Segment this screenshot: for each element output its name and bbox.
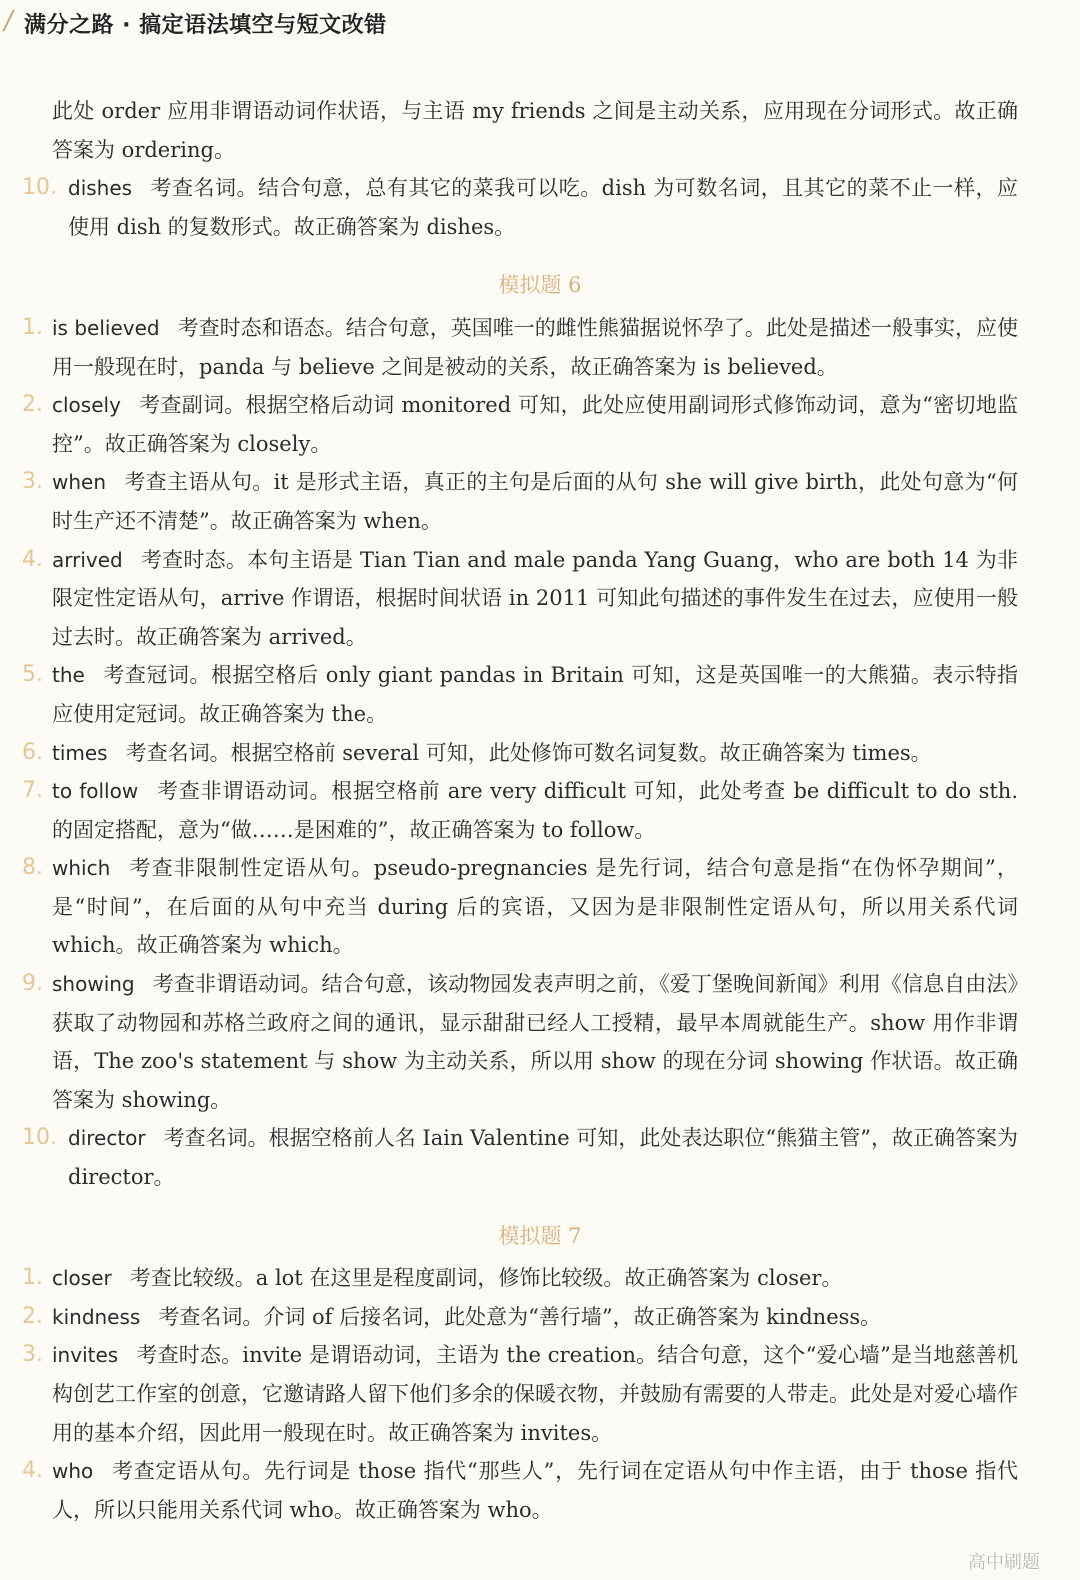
item-answer: which	[52, 856, 111, 881]
answer-item	[22, 1119, 1018, 1196]
item-explanation: 考查非谓语动词。结合句意，该动物园发表声明之前，《爱丁堡晚间新闻》利用《信息自由法》获取了动物园和苏格兰政府之间的通讯，显示甜甜已经人工授精，最早本周就能生产。show 用作非谓语，The zoo's statement 与 show 为主动关系，所以用 show 的现在分词 showing 作状语。故正确答案为 showing。	[52, 972, 1018, 1112]
item-answer: kindness	[52, 1304, 141, 1329]
item-explanation: 考查冠词。根据空格后 only giant pandas in Britain 可知，这是英国唯一的大熊猫。表示特指应使用定冠词。故正确答案为 the。	[52, 663, 1018, 726]
section-title-7: 模拟题 7	[498, 1223, 582, 1248]
item-answer: when	[52, 470, 107, 495]
answer-item	[22, 1259, 1018, 1298]
answer-item	[22, 849, 1018, 965]
item-number: 10.	[22, 175, 57, 201]
item-answer: director	[68, 1126, 146, 1151]
answer-item	[22, 656, 1018, 733]
item-explanation: 考查非限制性定语从句。pseudo-pregnancies 是先行词，结合句意是指“在伪怀孕期间”，是“时间”，在后面的从句中充当 during 后的宾语，又因为是非限制性定语从句，所以用关系代词 which。故正确答案为 which。	[52, 856, 1018, 958]
item-number: 1.	[22, 1265, 43, 1291]
item-number: 6.	[22, 739, 43, 765]
item-answer: who	[52, 1459, 94, 1484]
item-number: 1.	[22, 314, 43, 340]
section-title-6: 模拟题 6	[498, 273, 582, 298]
item-number: 2.	[22, 1303, 43, 1329]
item-answer: the	[52, 663, 85, 688]
answer-item	[22, 1298, 1018, 1337]
answer-item	[22, 734, 1018, 773]
answer-item	[22, 169, 1018, 246]
item-number: 4.	[22, 1458, 43, 1484]
item-number: 2.	[22, 392, 43, 418]
answer-item	[22, 1452, 1018, 1529]
item-answer: closely	[52, 393, 121, 418]
header-title: 满分之路 · 搞定语法填空与短文改错	[24, 13, 387, 38]
intro-paragraph: 此处 order 应用非谓语动词作状语，与主语 my friends 之间是主动关系，应用现在分词形式。故正确答案为 ordering。	[52, 99, 1018, 162]
item-answer: dishes	[68, 176, 133, 201]
item-explanation: 考查非谓语动词。根据空格前 are very difficult 可知，此处考查 be difficult to do sth. 的固定搭配，意为“做……是困难的”，故正确答案为 to follow。	[52, 779, 1019, 842]
item-answer: invites	[52, 1343, 119, 1368]
answer-content	[0, 92, 1080, 1529]
item-explanation: 考查名词。根据空格前 several 可知，此处修饰可数名词复数。故正确答案为 times。	[125, 740, 932, 765]
answer-item	[22, 541, 1018, 657]
item-answer: closer	[52, 1266, 112, 1291]
item-number: 9.	[22, 971, 43, 997]
item-explanation: 考查比较级。a lot 在这里是程度副词，修饰比较级。故正确答案为 closer。	[129, 1266, 843, 1291]
answer-item	[22, 1336, 1018, 1452]
item-number: 5.	[22, 662, 43, 688]
item-explanation: 考查定语从句。先行词是 those 指代“那些人”，先行词在定语从句中作主语，由于 those 指代人，所以只能用关系代词 who。故正确答案为 who。	[52, 1459, 1018, 1522]
item-answer: is believed	[52, 315, 160, 340]
answer-item	[22, 463, 1018, 540]
item-explanation: 考查主语从句。it 是形式主语，真正的主句是后面的从句 she will give birth，此处句意为“何时生产还不清楚”。故正确答案为 when。	[52, 470, 1018, 533]
item-number: 7.	[22, 778, 43, 804]
item-number: 8.	[22, 855, 43, 881]
item-answer: arrived	[52, 547, 123, 572]
item-answer: to follow	[52, 779, 139, 804]
answer-item	[22, 772, 1019, 849]
item-explanation: 考查副词。根据空格后动词 monitored 可知，此处应使用副词形式修饰动词，意为“密切地监控”。故正确答案为 closely。	[52, 393, 1018, 456]
item-number: 3.	[22, 1342, 43, 1368]
item-explanation: 考查时态。invite 是谓语动词，主语为 the creation。结合句意，这个“爱心墙”是当地慈善机构创艺工作室的创意，它邀请路人留下他们多余的保暖衣物，并鼓励有需要的人带走。此处是对爱心墙作用的基本介绍，因此用一般现在时。故正确答案为 invites。	[52, 1343, 1018, 1445]
item-answer: showing	[52, 972, 135, 997]
item-explanation: 考查名词。根据空格前人名 Iain Valentine 可知，此处表达职位“熊猫主管”，故正确答案为 director。	[68, 1126, 1018, 1190]
item-number: 3.	[22, 469, 43, 495]
item-answer: times	[52, 740, 108, 765]
answer-item	[22, 386, 1018, 463]
item-explanation: 考查时态和语态。结合句意，英国唯一的雌性熊猫据说怀孕了。此处是描述一般事实，应使用一般现在时，panda 与 believe 之间是被动的关系，故正确答案为 is believed。	[52, 315, 1019, 379]
item-explanation: 考查名词。结合句意，总有其它的菜我可以吃。dish 为可数名词，且其它的菜不止一样，应使用 dish 的复数形式。故正确答案为 dishes。	[68, 176, 1018, 239]
header-slash-decoration: /	[1, 6, 16, 36]
answer-item	[22, 309, 1019, 386]
item-number: 10.	[22, 1125, 57, 1151]
watermark: 高中刷题	[968, 1552, 1040, 1573]
item-number: 4.	[22, 546, 43, 572]
answer-item	[22, 965, 1018, 1119]
page-header	[0, 0, 1080, 52]
item-explanation: 考查时态。本句主语是 Tian Tian and male panda Yang Guang，who are both 14 为非限定性定语从句，arrive 作谓语，根据时间状语 in 2011 可知此句描述的事件发生在过去，应使用一般过去时。故正确答案为 arrived。	[52, 547, 1018, 649]
item-explanation: 考查名词。介词 of 后接名词，此处意为“善行墙”，故正确答案为 kindness。	[158, 1304, 882, 1329]
